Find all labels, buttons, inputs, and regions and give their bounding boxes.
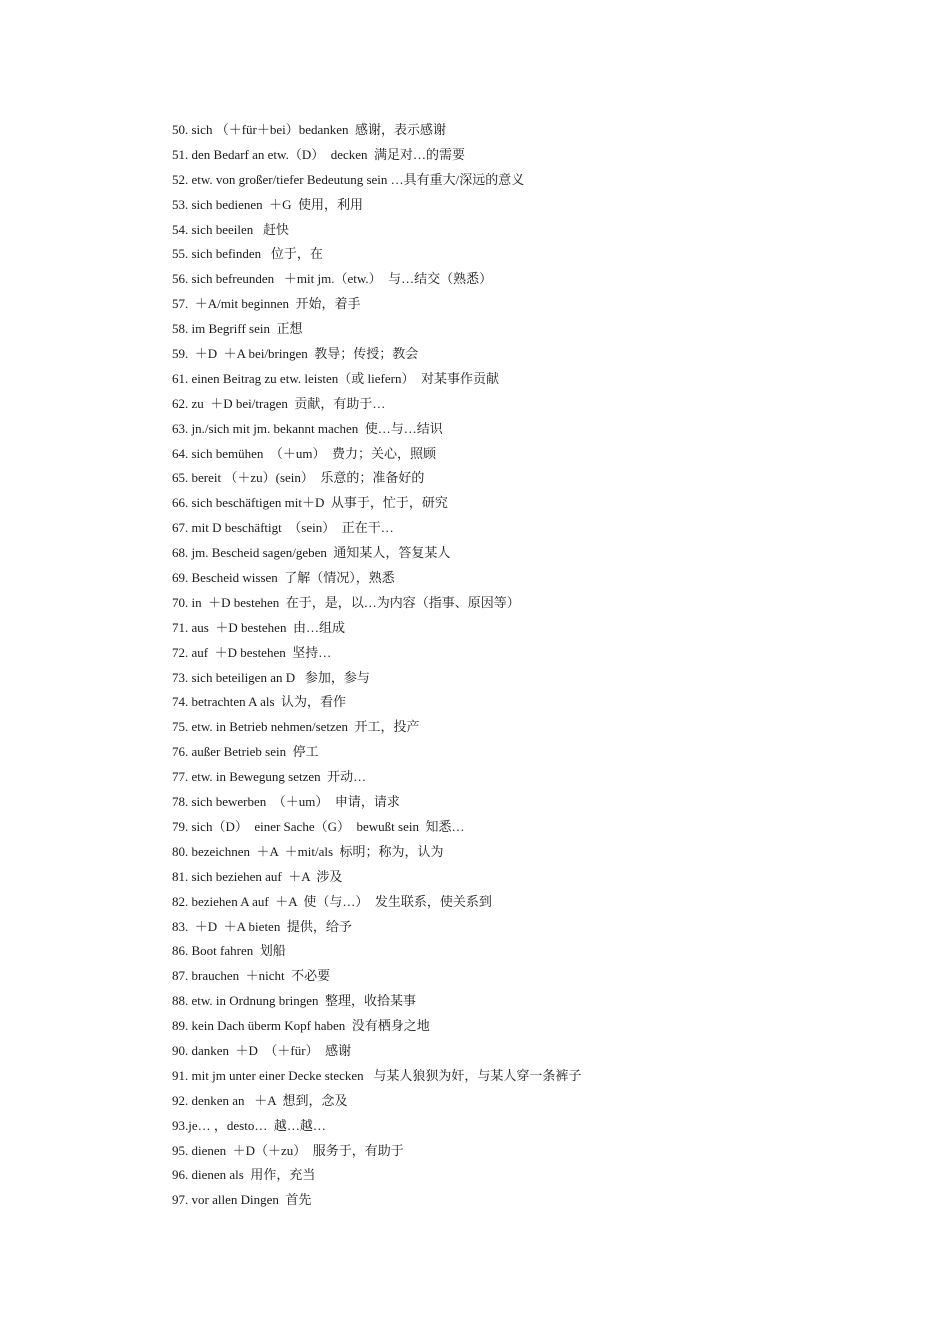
list-item: 71. aus ＋D bestehen 由…组成 (172, 619, 345, 635)
list-item: 74. betrachten A als 认为，看作 (172, 694, 347, 710)
list-item: 55. sich befinden 位于，在 (172, 246, 323, 262)
list-item: 65. bereit （＋zu）(sein） 乐意的；准备好的 (172, 470, 425, 486)
list-item: 88. etw. in Ordnung bringen 整理，收拾某事 (172, 993, 416, 1009)
list-item: 77. etw. in Bewegung setzen 开动… (172, 769, 367, 785)
list-item: 62. zu ＋D bei/tragen 贡献，有助于… (172, 395, 386, 411)
list-item: 63. jn./sich mit jm. bekannt machen 使…与…结识 (172, 420, 443, 436)
list-item: 79. sich（D） einer Sache（G） bewußt sein 知悉… (172, 818, 465, 834)
list-item: 93.je… ，desto… 越…越… (172, 1117, 326, 1133)
list-item: 64. sich bemühen （＋um） 费力；关心，照顾 (172, 445, 436, 461)
list-item: 58. im Begriff sein 正想 (172, 321, 303, 337)
list-item: 81. sich beziehen auf ＋A 涉及 (172, 868, 343, 884)
list-item: 83. ＋D ＋A bieten 提供，给予 (172, 918, 352, 934)
list-item: 69. Bescheid wissen 了解（情况），熟悉 (172, 570, 395, 586)
list-item: 82. beziehen A auf ＋A 使（与…） 发生联系，使关系到 (172, 893, 492, 909)
list-item: 68. jm. Bescheid sagen/geben 通知某人，答复某人 (172, 545, 451, 561)
list-item: 53. sich bedienen ＋G 使用，利用 (172, 196, 364, 212)
vocabulary-list (172, 119, 581, 1214)
list-item: 72. auf ＋D bestehen 坚持… (172, 644, 332, 660)
list-item: 75. etw. in Betrieb nehmen/setzen 开工，投产 (172, 719, 420, 735)
list-item: 92. denken an ＋A 想到，念及 (172, 1092, 348, 1108)
list-item: 97. vor allen Dingen 首先 (172, 1192, 312, 1208)
list-item: 70. in ＋D bestehen 在于，是，以…为内容（指事、原因等） (172, 594, 520, 610)
list-item: 67. mit D beschäftigt （sein） 正在干… (172, 520, 394, 536)
list-item: 73. sich beteiligen an D 参加，参与 (172, 669, 370, 685)
list-item: 61. einen Beitrag zu etw. leisten（或 liefern） 对某事作贡献 (172, 370, 499, 386)
list-item: 86. Boot fahren 划船 (172, 943, 286, 959)
list-item: 76. außer Betrieb sein 停工 (172, 744, 319, 760)
list-item: 78. sich bewerben （＋um） 申请，请求 (172, 794, 400, 810)
list-item: 90. danken ＋D （＋für） 感谢 (172, 1042, 352, 1058)
list-item: 56. sich befreunden ＋mit jm.（etw.） 与…结交（熟悉） (172, 271, 493, 287)
list-item: 80. bezeichnen ＋A ＋mit/als 标明；称为，认为 (172, 843, 444, 859)
list-item: 57. ＋A/mit beginnen 开始，着手 (172, 296, 361, 312)
list-item: 50. sich （＋für＋bei）bedanken 感谢，表示感谢 (172, 122, 447, 137)
list-item: 95. dienen ＋D（＋zu） 服务于，有助于 (172, 1142, 404, 1158)
list-item: 59. ＋D ＋A bei/bringen 教导；传授；教会 (172, 346, 419, 362)
list-item: 96. dienen als 用作，充当 (172, 1167, 316, 1183)
list-item: 89. kein Dach überm Kopf haben 没有栖身之地 (172, 1018, 430, 1034)
list-item: 51. den Bedarf an etw.（D） decken 满足对…的需要 (172, 146, 466, 162)
list-item: 91. mit jm unter einer Decke stecken 与某人狼狈为奸，与某人穿一条裤子 (172, 1067, 582, 1083)
list-item: 54. sich beeilen 赶快 (172, 221, 289, 237)
list-item: 87. brauchen ＋nicht 不必要 (172, 968, 331, 984)
list-item: 52. etw. von großer/tiefer Bedeutung sein …具有重大/深远的意义 (172, 171, 525, 187)
list-item: 66. sich beschäftigen mit＋D 从事于，忙于，研究 (172, 495, 448, 511)
